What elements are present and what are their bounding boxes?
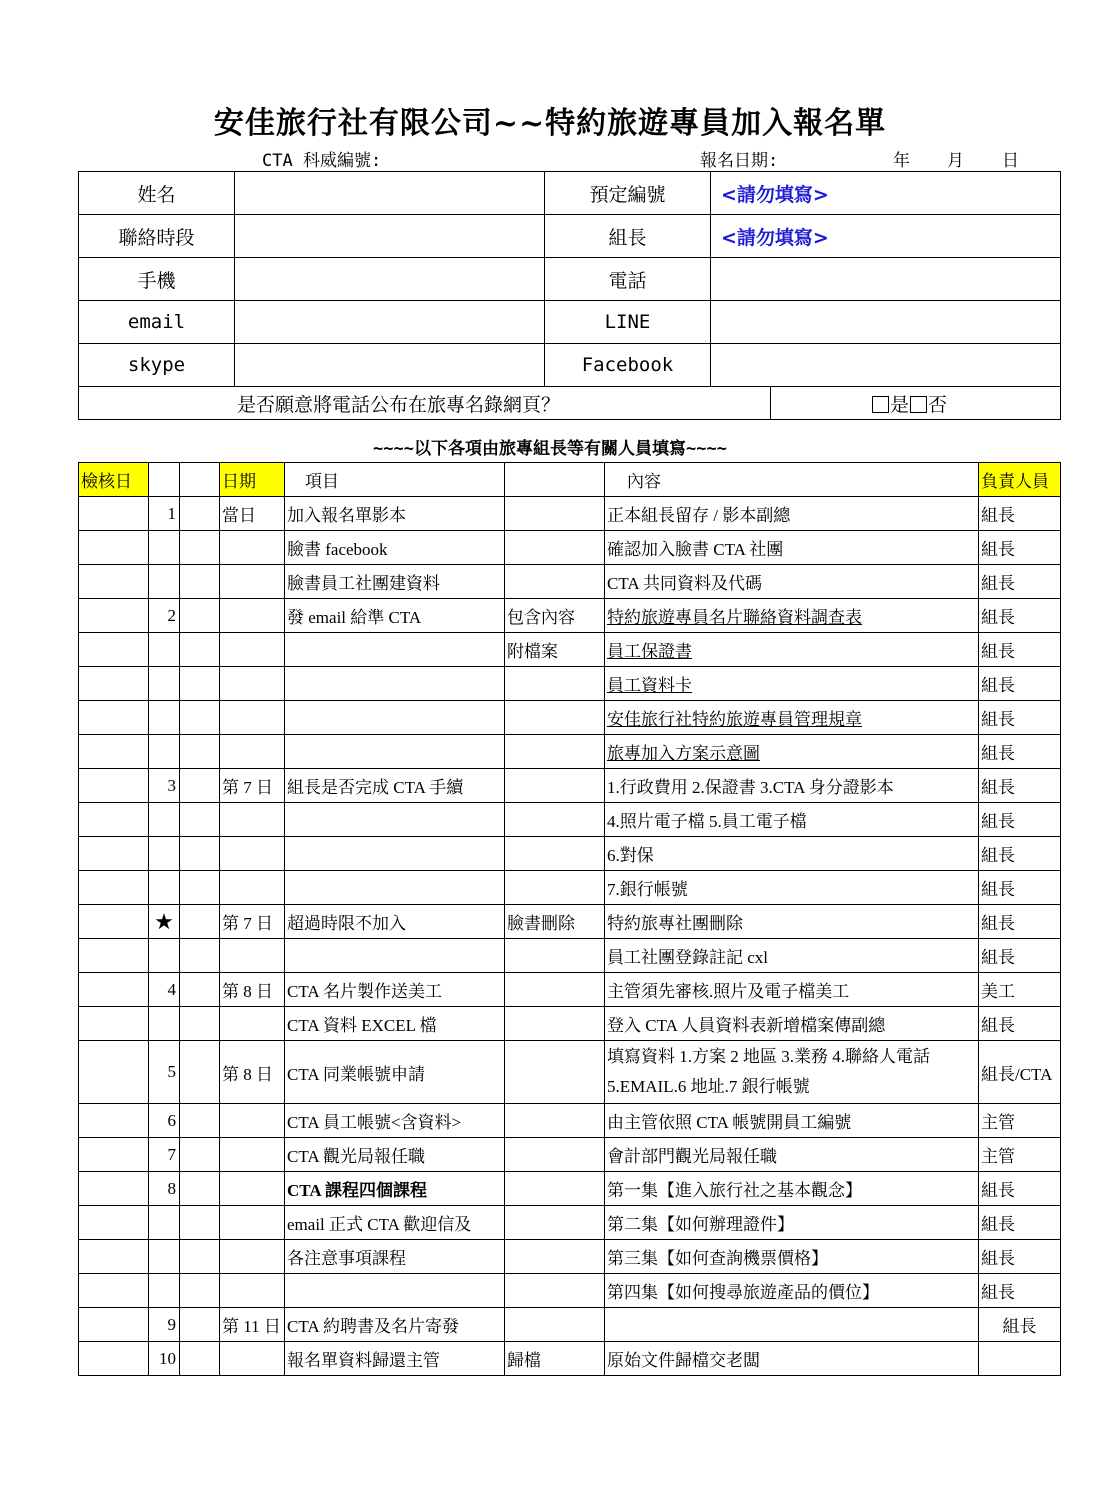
row-number bbox=[149, 735, 180, 769]
check-date-cell[interactable] bbox=[79, 633, 149, 667]
blank-cell bbox=[180, 531, 220, 565]
line-field[interactable] bbox=[711, 301, 1061, 344]
row-date bbox=[220, 531, 285, 565]
row-number bbox=[149, 1240, 180, 1274]
row-owner: 組長 bbox=[979, 769, 1061, 803]
row-sub-item: 臉書刪除 bbox=[505, 905, 605, 939]
row-date: 第 8 日 bbox=[220, 973, 285, 1007]
email-label: email bbox=[79, 301, 235, 344]
row-item bbox=[285, 939, 505, 973]
check-date-cell[interactable] bbox=[79, 769, 149, 803]
blank-cell bbox=[180, 1041, 220, 1104]
row-content: 第四集【如何搜尋旅遊產品的價位】 bbox=[605, 1274, 979, 1308]
row-number bbox=[149, 803, 180, 837]
row-sub-item: 包含內容 bbox=[505, 599, 605, 633]
blank-cell bbox=[180, 1206, 220, 1240]
check-date-cell[interactable] bbox=[79, 803, 149, 837]
row-number bbox=[149, 667, 180, 701]
yes-checkbox[interactable] bbox=[872, 396, 889, 413]
row-item bbox=[285, 803, 505, 837]
blank-cell bbox=[180, 871, 220, 905]
row-content: CTA 共同資料及代碼 bbox=[605, 565, 979, 599]
contact-time-field[interactable] bbox=[235, 215, 545, 258]
table-row bbox=[79, 1342, 1061, 1376]
row-item: 報名單資料歸還主管 bbox=[285, 1342, 505, 1376]
check-date-cell[interactable] bbox=[79, 973, 149, 1007]
row-sub-item bbox=[505, 973, 605, 1007]
check-date-cell[interactable] bbox=[79, 497, 149, 531]
row-number bbox=[149, 837, 180, 871]
row-content: 員工社團登錄註記 cxl bbox=[605, 939, 979, 973]
row-number bbox=[149, 1007, 180, 1041]
row-item: CTA 資料 EXCEL 檔 bbox=[285, 1007, 505, 1041]
row-content: 由主管依照 CTA 帳號開員工編號 bbox=[605, 1104, 979, 1138]
row-number: 6 bbox=[149, 1104, 180, 1138]
row-content: 員工資料卡 bbox=[605, 667, 979, 701]
row-content: 6.對保 bbox=[605, 837, 979, 871]
blank-cell bbox=[180, 1308, 220, 1342]
publish-phone-question: 是否願意將電話公布在旅專名錄網頁？ bbox=[79, 387, 771, 420]
table-row bbox=[79, 939, 1061, 973]
row-sub-item bbox=[505, 1104, 605, 1138]
skype-field[interactable] bbox=[235, 344, 545, 387]
table-row bbox=[79, 1172, 1061, 1206]
row-owner: 組長 bbox=[979, 565, 1061, 599]
header-item: 項目 bbox=[285, 463, 505, 497]
blank-cell bbox=[180, 701, 220, 735]
row-owner: 組長 bbox=[979, 633, 1061, 667]
row-sub-item bbox=[505, 769, 605, 803]
row-item: 超過時限不加入 bbox=[285, 905, 505, 939]
row-owner: 組長 bbox=[979, 667, 1061, 701]
publish-phone-options bbox=[771, 387, 1061, 420]
header-content: 內容 bbox=[605, 463, 979, 497]
row-sub-item bbox=[505, 565, 605, 599]
leader-label: 組長 bbox=[545, 215, 711, 258]
row-item bbox=[285, 667, 505, 701]
blank-cell bbox=[180, 1007, 220, 1041]
row-date bbox=[220, 599, 285, 633]
table-row bbox=[79, 599, 1061, 633]
blank-cell bbox=[180, 1274, 220, 1308]
check-date-cell[interactable] bbox=[79, 1308, 149, 1342]
row-date bbox=[220, 871, 285, 905]
row-sub-item bbox=[505, 1274, 605, 1308]
date-year-label: 年 bbox=[893, 151, 910, 171]
name-field[interactable] bbox=[235, 172, 545, 215]
blank-cell bbox=[180, 1172, 220, 1206]
blank-cell bbox=[180, 803, 220, 837]
booking-number-note: <請勿填寫> bbox=[711, 172, 1061, 215]
check-date-cell[interactable] bbox=[79, 939, 149, 973]
check-date-cell[interactable] bbox=[79, 1138, 149, 1172]
check-date-cell[interactable] bbox=[79, 837, 149, 871]
header-owner: 負責人員 bbox=[979, 463, 1061, 497]
check-date-cell[interactable] bbox=[79, 735, 149, 769]
blank-cell bbox=[180, 905, 220, 939]
row-sub-item bbox=[505, 497, 605, 531]
mobile-label: 手機 bbox=[79, 258, 235, 301]
name-label: 姓名 bbox=[79, 172, 235, 215]
row-sub-item bbox=[505, 939, 605, 973]
row-owner: 組長 bbox=[979, 837, 1061, 871]
row-sub-item bbox=[505, 1308, 605, 1342]
row-number: 9 bbox=[149, 1308, 180, 1342]
row-item: CTA 約聘書及名片寄發 bbox=[285, 1308, 505, 1342]
table-row bbox=[79, 701, 1061, 735]
contact-time-label: 聯絡時段 bbox=[79, 215, 235, 258]
row-item: CTA 員工帳號<含資料> bbox=[285, 1104, 505, 1138]
applicant-info-table bbox=[78, 171, 1061, 420]
row-date: 第 11 日 bbox=[220, 1308, 285, 1342]
row-number bbox=[149, 701, 180, 735]
row-date: 第 7 日 bbox=[220, 769, 285, 803]
facebook-label: Facebook bbox=[545, 344, 711, 387]
no-label: 否 bbox=[928, 393, 948, 416]
table-row bbox=[79, 973, 1061, 1007]
table-row bbox=[79, 1041, 1061, 1104]
blank-cell bbox=[180, 1104, 220, 1138]
row-item bbox=[285, 701, 505, 735]
check-date-cell[interactable] bbox=[79, 1007, 149, 1041]
header-blank-1 bbox=[149, 463, 180, 497]
row-content: 登入 CTA 人員資料表新增檔案傳副總 bbox=[605, 1007, 979, 1041]
row-date bbox=[220, 803, 285, 837]
table-row bbox=[79, 531, 1061, 565]
row-owner: 組長 bbox=[979, 735, 1061, 769]
row-content: 主管須先審核.照片及電子檔美工 bbox=[605, 973, 979, 1007]
row-sub-item bbox=[505, 837, 605, 871]
check-date-cell[interactable] bbox=[79, 1041, 149, 1104]
table-row bbox=[79, 565, 1061, 599]
row-content: 第一集【進入旅行社之基本觀念】 bbox=[605, 1172, 979, 1206]
row-owner: 主管 bbox=[979, 1104, 1061, 1138]
row-item bbox=[285, 871, 505, 905]
table-row bbox=[79, 1308, 1061, 1342]
blank-cell bbox=[180, 735, 220, 769]
table-row bbox=[79, 1007, 1061, 1041]
row-item: 臉書 facebook bbox=[285, 531, 505, 565]
row-content: 特約旅遊專員名片聯絡資料調查表 bbox=[605, 599, 979, 633]
row-content: 安佳旅行社特約旅遊專員管理規章 bbox=[605, 701, 979, 735]
row-sub-item bbox=[505, 735, 605, 769]
section-subtitle: ~~~~以下各項由旅專組長等有關人員填寫~~~~ bbox=[373, 439, 727, 459]
row-number: 4 bbox=[149, 973, 180, 1007]
row-date bbox=[220, 633, 285, 667]
row-sub-item bbox=[505, 871, 605, 905]
row-content-line-2: 5.EMAIL.6 地址.7 銀行帳號 bbox=[607, 1077, 810, 1096]
blank-cell bbox=[180, 973, 220, 1007]
table-row bbox=[79, 735, 1061, 769]
row-owner: 組長 bbox=[979, 1308, 1061, 1342]
table-row bbox=[79, 633, 1061, 667]
row-number: 7 bbox=[149, 1138, 180, 1172]
row-date bbox=[220, 1138, 285, 1172]
row-number bbox=[149, 633, 180, 667]
row-owner: 組長 bbox=[979, 599, 1061, 633]
row-item bbox=[285, 837, 505, 871]
row-item bbox=[285, 735, 505, 769]
check-date-cell[interactable] bbox=[79, 1104, 149, 1138]
line-label: LINE bbox=[545, 301, 711, 344]
row-content: 1.行政費用 2.保證書 3.CTA 身分證影本 bbox=[605, 769, 979, 803]
row-sub-item bbox=[505, 803, 605, 837]
email-field[interactable] bbox=[235, 301, 545, 344]
row-owner: 組長 bbox=[979, 1206, 1061, 1240]
row-date bbox=[220, 1342, 285, 1376]
row-item: 發 email 給準 CTA bbox=[285, 599, 505, 633]
check-date-cell[interactable] bbox=[79, 1240, 149, 1274]
row-date bbox=[220, 1240, 285, 1274]
row-date: 第 8 日 bbox=[220, 1041, 285, 1104]
header-date: 日期 bbox=[220, 463, 285, 497]
row-date bbox=[220, 1274, 285, 1308]
row-owner: 組長 bbox=[979, 803, 1061, 837]
row-item: CTA 同業帳號申請 bbox=[285, 1041, 505, 1104]
row-sub-item bbox=[505, 701, 605, 735]
header-blank-3 bbox=[505, 463, 605, 497]
table-row bbox=[79, 667, 1061, 701]
row-content: 確認加入臉書 CTA 社團 bbox=[605, 531, 979, 565]
row-owner: 組長/CTA bbox=[979, 1041, 1061, 1104]
row-content: 原始文件歸檔交老闆 bbox=[605, 1342, 979, 1376]
row-number: 2 bbox=[149, 599, 180, 633]
row-sub-item: 附檔案 bbox=[505, 633, 605, 667]
row-owner: 組長 bbox=[979, 531, 1061, 565]
row-sub-item bbox=[505, 1007, 605, 1041]
phone-field[interactable] bbox=[711, 258, 1061, 301]
mobile-field[interactable] bbox=[235, 258, 545, 301]
row-item: CTA 觀光局報任職 bbox=[285, 1138, 505, 1172]
row-owner bbox=[979, 1342, 1061, 1376]
table-row bbox=[79, 497, 1061, 531]
check-date-cell[interactable] bbox=[79, 1342, 149, 1376]
table-row bbox=[79, 803, 1061, 837]
row-owner: 組長 bbox=[979, 1274, 1061, 1308]
check-date-cell[interactable] bbox=[79, 667, 149, 701]
row-item: 加入報名單影本 bbox=[285, 497, 505, 531]
row-owner: 主管 bbox=[979, 1138, 1061, 1172]
row-number bbox=[149, 871, 180, 905]
table-row bbox=[79, 1206, 1061, 1240]
row-date bbox=[220, 1007, 285, 1041]
row-owner: 組長 bbox=[979, 1240, 1061, 1274]
row-number: 1 bbox=[149, 497, 180, 531]
row-item: CTA 課程四個課程 bbox=[285, 1172, 505, 1206]
row-owner: 組長 bbox=[979, 497, 1061, 531]
row-sub-item bbox=[505, 1041, 605, 1104]
header-blank-2 bbox=[180, 463, 220, 497]
row-content: 會計部門觀光局報任職 bbox=[605, 1138, 979, 1172]
blank-cell bbox=[180, 633, 220, 667]
row-content: 旅專加入方案示意圖 bbox=[605, 735, 979, 769]
row-date bbox=[220, 1206, 285, 1240]
blank-cell bbox=[180, 599, 220, 633]
row-date bbox=[220, 565, 285, 599]
row-content bbox=[605, 1308, 979, 1342]
row-item: 組長是否完成 CTA 手續 bbox=[285, 769, 505, 803]
row-item bbox=[285, 1274, 505, 1308]
table-row bbox=[79, 769, 1061, 803]
header-check-date: 檢核日 bbox=[79, 463, 149, 497]
table-row bbox=[79, 837, 1061, 871]
row-owner: 組長 bbox=[979, 1172, 1061, 1206]
row-content: 員工保證書 bbox=[605, 633, 979, 667]
row-date: 第 7 日 bbox=[220, 905, 285, 939]
row-item bbox=[285, 633, 505, 667]
check-date-cell[interactable] bbox=[79, 1274, 149, 1308]
check-date-cell[interactable] bbox=[79, 565, 149, 599]
row-owner: 組長 bbox=[979, 905, 1061, 939]
blank-cell bbox=[180, 497, 220, 531]
table-row bbox=[79, 1240, 1061, 1274]
row-date bbox=[220, 837, 285, 871]
check-date-cell[interactable] bbox=[79, 871, 149, 905]
row-number bbox=[149, 531, 180, 565]
blank-cell bbox=[180, 667, 220, 701]
row-sub-item bbox=[505, 1172, 605, 1206]
check-date-cell[interactable] bbox=[79, 531, 149, 565]
row-sub-item: 歸檔 bbox=[505, 1342, 605, 1376]
row-owner: 美工 bbox=[979, 973, 1061, 1007]
blank-cell bbox=[180, 1240, 220, 1274]
row-date bbox=[220, 701, 285, 735]
form-title: 安佳旅行社有限公司~~特約旅遊專員加入報名單 bbox=[213, 106, 887, 141]
blank-cell bbox=[180, 1342, 220, 1376]
row-number bbox=[149, 939, 180, 973]
star-mark: ★ bbox=[149, 905, 180, 939]
row-number bbox=[149, 1206, 180, 1240]
date-day-label: 日 bbox=[1002, 151, 1019, 171]
row-number bbox=[149, 1274, 180, 1308]
check-date-cell[interactable] bbox=[79, 1206, 149, 1240]
apply-date-label: 報名日期: bbox=[700, 151, 779, 171]
row-item: email 正式 CTA 歡迎信及 bbox=[285, 1206, 505, 1240]
check-date-cell[interactable] bbox=[79, 905, 149, 939]
yes-label: 是 bbox=[890, 393, 910, 416]
row-number: 5 bbox=[149, 1041, 180, 1104]
row-content: 正本組長留存 / 影本副總 bbox=[605, 497, 979, 531]
row-date bbox=[220, 1172, 285, 1206]
table-row bbox=[79, 871, 1061, 905]
check-date-cell[interactable] bbox=[79, 1172, 149, 1206]
row-number bbox=[149, 565, 180, 599]
row-content: 特約旅專社團刪除 bbox=[605, 905, 979, 939]
row-sub-item bbox=[505, 1240, 605, 1274]
row-item: 各注意事項課程 bbox=[285, 1240, 505, 1274]
row-owner: 組長 bbox=[979, 871, 1061, 905]
date-month-label: 月 bbox=[947, 151, 964, 171]
row-date bbox=[220, 1104, 285, 1138]
phone-label: 電話 bbox=[545, 258, 711, 301]
table-row bbox=[79, 905, 1061, 939]
row-number: 10 bbox=[149, 1342, 180, 1376]
table-row bbox=[79, 1104, 1061, 1138]
blank-cell bbox=[180, 769, 220, 803]
row-owner: 組長 bbox=[979, 1007, 1061, 1041]
row-owner: 組長 bbox=[979, 939, 1061, 973]
blank-cell bbox=[180, 565, 220, 599]
checklist-table bbox=[78, 462, 1061, 1376]
row-sub-item bbox=[505, 667, 605, 701]
leader-note: <請勿填寫> bbox=[711, 215, 1061, 258]
facebook-field[interactable] bbox=[711, 344, 1061, 387]
blank-cell bbox=[180, 939, 220, 973]
no-checkbox[interactable] bbox=[910, 396, 927, 413]
check-date-cell[interactable] bbox=[79, 599, 149, 633]
skype-label: skype bbox=[79, 344, 235, 387]
row-sub-item bbox=[505, 1206, 605, 1240]
row-content-line-1: 填寫資料 1.方案 2 地區 3.業務 4.聯絡人電話 bbox=[607, 1047, 930, 1066]
check-date-cell[interactable] bbox=[79, 701, 149, 735]
table-row bbox=[79, 1138, 1061, 1172]
row-sub-item bbox=[505, 531, 605, 565]
blank-cell bbox=[180, 837, 220, 871]
cta-number-label: CTA 科威編號: bbox=[262, 151, 382, 171]
row-content: 第二集【如何辦理證件】 bbox=[605, 1206, 979, 1240]
table-row bbox=[79, 1274, 1061, 1308]
row-number: 3 bbox=[149, 769, 180, 803]
row-date bbox=[220, 667, 285, 701]
row-date bbox=[220, 735, 285, 769]
row-item: CTA 名片製作送美工 bbox=[285, 973, 505, 1007]
row-owner: 組長 bbox=[979, 701, 1061, 735]
row-sub-item bbox=[505, 1138, 605, 1172]
blank-cell bbox=[180, 1138, 220, 1172]
row-item: 臉書員工社團建資料 bbox=[285, 565, 505, 599]
row-date: 當日 bbox=[220, 497, 285, 531]
row-number: 8 bbox=[149, 1172, 180, 1206]
row-date bbox=[220, 939, 285, 973]
row-content: 7.銀行帳號 bbox=[605, 871, 979, 905]
booking-number-label: 預定編號 bbox=[545, 172, 711, 215]
row-content bbox=[605, 1041, 979, 1104]
row-content: 第三集【如何查詢機票價格】 bbox=[605, 1240, 979, 1274]
row-content: 4.照片電子檔 5.員工電子檔 bbox=[605, 803, 979, 837]
